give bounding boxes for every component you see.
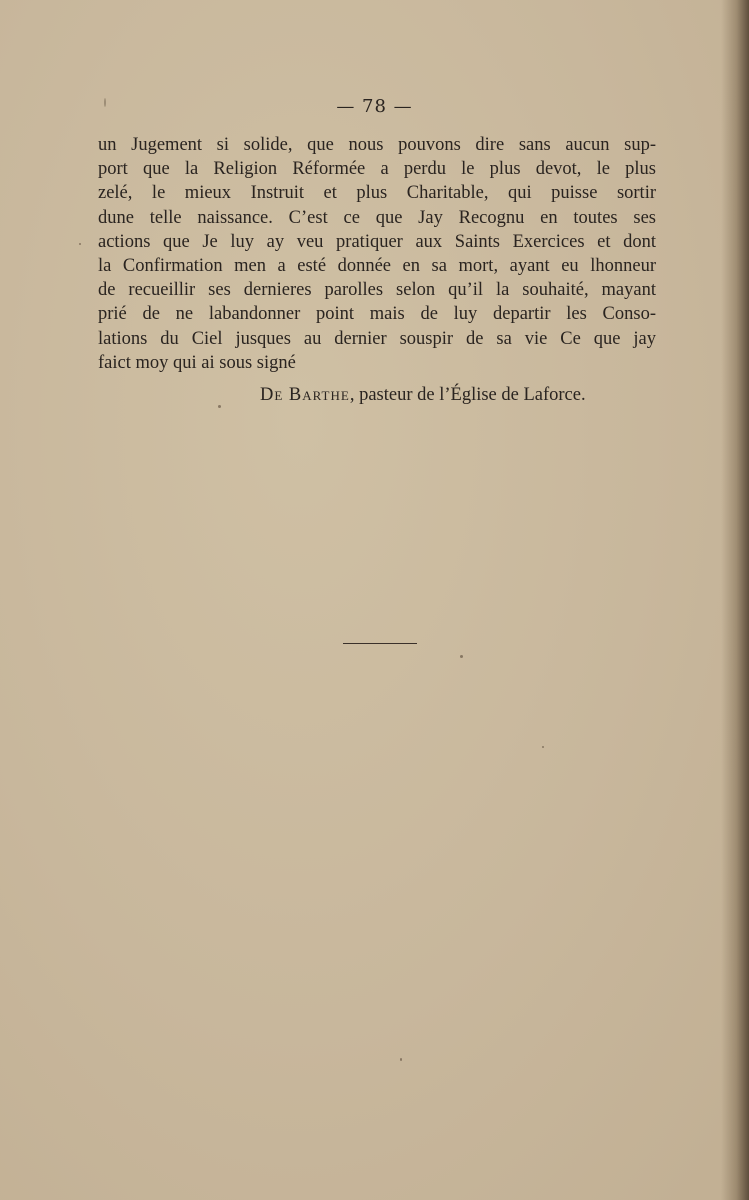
- text-line: faict moy qui ai sous signé: [98, 352, 296, 373]
- paper-speck: [400, 1058, 402, 1061]
- signature-line: [260, 385, 640, 406]
- paper-speck: [460, 655, 463, 658]
- signature-name: De Barthe: [260, 385, 350, 405]
- text-line: zelé, le mieux Instruit et plus Charitable, qui puisse sortir: [98, 183, 656, 204]
- text-line: actions que Je luy ay veu pratiquer aux Saints Exercices et dont: [98, 231, 656, 252]
- page-edge-shadow: [721, 0, 749, 1200]
- paper-speck: [542, 746, 544, 748]
- text-line: un Jugement si solide, que nous pouvons dire sans aucun sup-: [98, 135, 656, 155]
- text-line: de recueillir ses dernieres parolles selon qu’il la souhaité, mayant: [98, 280, 656, 301]
- page-number: — 78 —: [336, 96, 413, 117]
- paper-speck: [104, 98, 106, 107]
- paper-speck: [218, 405, 221, 408]
- signature-title: , pasteur de l’Église de Laforce.: [349, 385, 586, 405]
- text-line: lations du Ciel jusques au dernier souspir de sa vie Ce que jay: [98, 328, 656, 349]
- text-line: port que la Religion Réformée a perdu le plus devot, le plus: [98, 159, 656, 180]
- body-paragraph: [98, 133, 656, 375]
- text-line: dune telle naissance. C’est ce que Jay Recognu en toutes ses: [98, 207, 656, 228]
- paper-speck: [79, 243, 81, 245]
- text-line: prié de ne labandonner point mais de luy departir les Conso-: [98, 304, 656, 325]
- text-line: la Confirmation men a esté donnée en sa mort, ayant eu lhonneur: [98, 256, 656, 277]
- section-rule: [343, 643, 417, 644]
